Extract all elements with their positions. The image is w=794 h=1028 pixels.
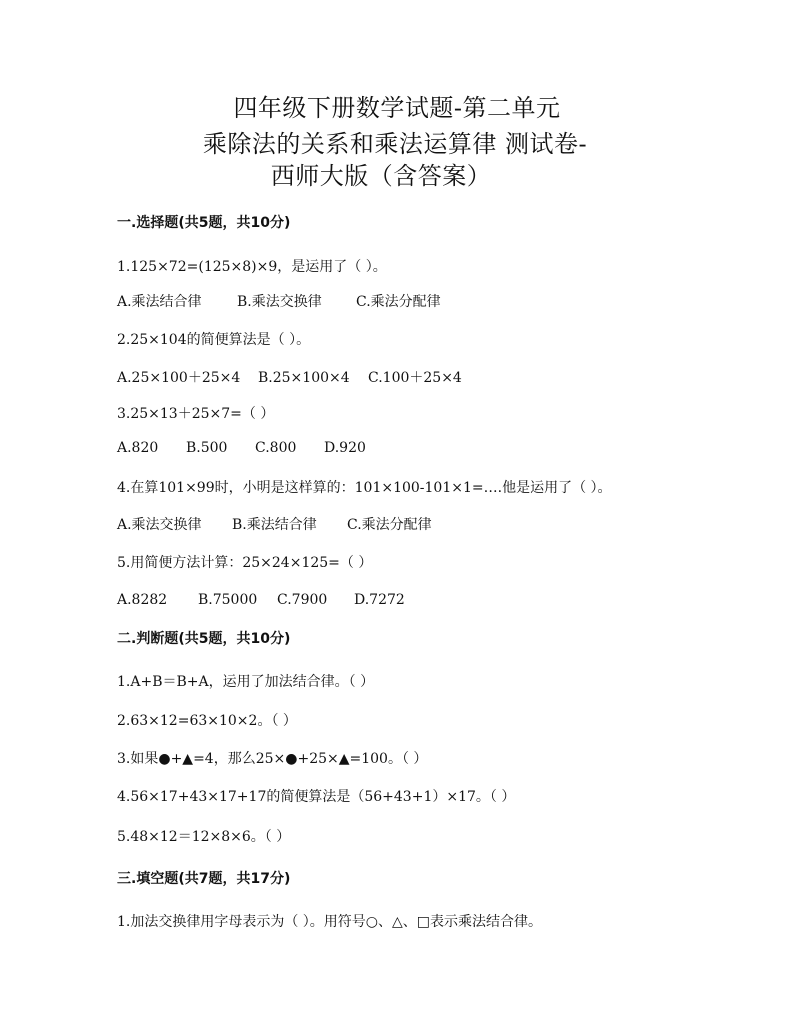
option-a: A.25×100＋25×4: [117, 370, 241, 386]
option-b: B.乘法结合律: [232, 517, 317, 533]
option-b: B.25×100×4: [258, 370, 350, 386]
option-a: A.820: [117, 440, 159, 456]
option-b: B.乘法交换律: [237, 294, 322, 310]
option-c: C.乘法分配律: [347, 517, 432, 533]
option-a: A.乘法结合律: [117, 294, 202, 310]
judge-question-5: 5.48×12＝12×8×6。（ ）: [117, 829, 291, 845]
judge-question-4: 4.56×17+43×17+17的简便算法是（56+43+1）×17。（ ）: [117, 789, 516, 805]
choice-question-4-options: [117, 515, 432, 535]
choice-question-2-options: [117, 368, 462, 388]
option-c: C.乘法分配律: [356, 294, 441, 310]
choice-question-5-options: [117, 590, 405, 610]
option-d: D.7272: [354, 592, 405, 608]
option-a: A.8282: [117, 592, 168, 608]
title-line-1: 四年级下册数学试题-第二单元: [233, 94, 561, 122]
option-a: A.乘法交换律: [117, 517, 202, 533]
choice-question-3: 3.25×13＋25×7=（ ）: [117, 406, 275, 422]
choice-question-1-options: [117, 292, 441, 312]
title-line-2: 乘除法的关系和乘法运算律 测试卷-: [202, 130, 588, 158]
choice-question-5: 5.用简便方法计算：25×24×125=（ ）: [117, 555, 373, 571]
option-b: B.500: [186, 440, 228, 456]
option-b: B.75000: [198, 592, 258, 608]
fill-question-1: 1.加法交换律用字母表示为（ ）。用符号○、△、□表示乘法结合律。: [117, 914, 543, 930]
title-line-3: 西师大版（含答案）: [270, 162, 492, 190]
judge-question-2: 2.63×12=63×10×2。（ ）: [117, 713, 297, 729]
judge-question-1: 1.A+B＝B+A，运用了加法结合律。（ ）: [117, 674, 375, 690]
choice-question-4: 4.在算101×99时，小明是这样算的：101×100-101×1=….他是运用了（ ）。: [117, 480, 612, 496]
section-heading-fill: 三.填空题(共7题，共17分): [117, 871, 291, 887]
section-heading-judge: 二.判断题(共5题，共10分): [117, 631, 291, 647]
option-c: C.800: [255, 440, 297, 456]
option-c: C.7900: [277, 592, 328, 608]
section-heading-choice: 一.选择题(共5题，共10分): [117, 215, 291, 231]
option-c: C.100＋25×4: [368, 370, 462, 386]
choice-question-2: 2.25×104的简便算法是（ ）。: [117, 332, 311, 348]
option-d: D.920: [324, 440, 366, 456]
choice-question-1: 1.125×72=(125×8)×9，是运用了（ ）。: [117, 259, 387, 275]
choice-question-3-options: [117, 438, 366, 458]
judge-question-3: 3.如果●+▲=4，那么25×●+25×▲=100。（ ）: [117, 751, 428, 767]
